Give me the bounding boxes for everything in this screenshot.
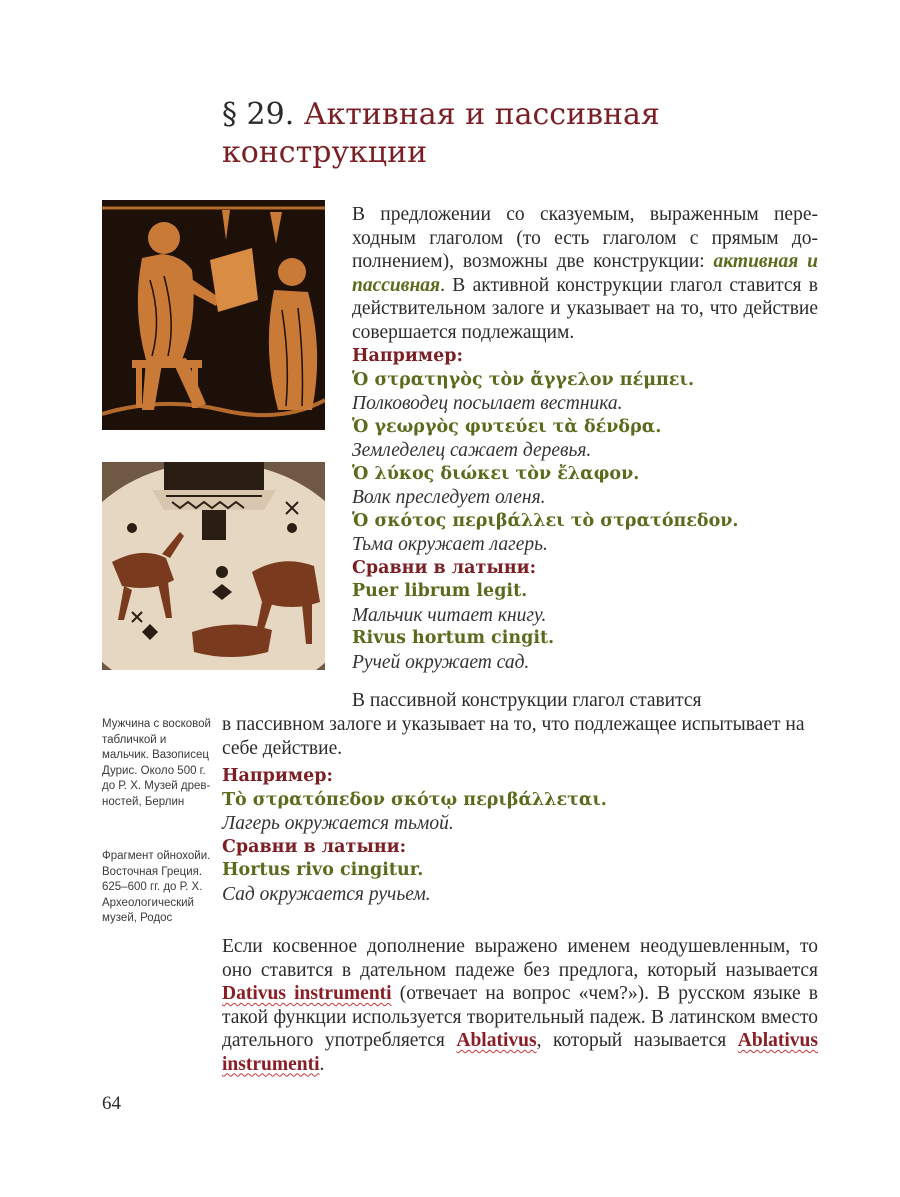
dative-text-3: , который называется: [536, 1030, 738, 1051]
passive-paragraph-first-line: В пассивной конструкции глагол ставится: [352, 690, 702, 711]
example-translation: Земледелец сажает деревья.: [352, 440, 592, 461]
image-caption-1: Мужчина с восковой табличкой и мальчик. Вазописец Дурис. Около 500 г. до Р. Х. Музей древностей, Берлин: [102, 718, 211, 808]
section-title-line-1: Активная и пассивная: [303, 97, 660, 132]
example-label: Например:: [222, 766, 333, 786]
latin-example: Hortus rivo cingitur.: [222, 860, 424, 880]
latin-example: Puer librum legit.: [352, 581, 528, 601]
dative-paragraph: [222, 935, 818, 1076]
oinochoe-image: [102, 462, 325, 670]
latin-translation: Мальчик читает книгу.: [352, 604, 547, 626]
greek-example: Τὸ στρατόπεδον σκότῳ περιβάλλεται.: [222, 789, 607, 810]
image-caption-2: Фрагмент ойнохойи. Восточная Греция. 625–600 гг. до Р. Х. Археологический музей, Родос: [102, 850, 211, 924]
section-heading: [222, 96, 782, 172]
vase-painting-image: [102, 200, 325, 430]
vase-painting-illustration: [102, 200, 325, 430]
example-translation: Лагерь окружается тьмой.: [222, 813, 454, 834]
active-examples: [352, 345, 822, 674]
passive-paragraph: в пассивном залоге и указывает на то, что подлежащее испытывает на себе действие.: [222, 714, 805, 759]
example-translation: Полководец посылает вестника.: [352, 393, 623, 414]
compare-latin-label: Сравни в латыни:: [352, 557, 537, 578]
compare-latin-label: Сравни в латыни:: [222, 836, 407, 857]
term-ablativus[interactable]: Ablativus: [456, 1030, 537, 1051]
intro-text-end: . В активной конструкции глагол ставится в действительном залоге и указывает на то, что действие совершается подлежащим.: [352, 274, 818, 343]
greek-example: Ὁ γεωργὸς φυτεύει τὰ δένδρα.: [352, 416, 662, 437]
latin-translation: Сад окружается ручьем.: [222, 883, 431, 905]
example-label: Например:: [352, 346, 463, 366]
latin-example: Rivus hortum cingit.: [352, 628, 555, 648]
term-ablativus-instrumenti[interactable]: Ablativus instrumenti: [222, 1030, 818, 1075]
greek-example: Ὁ στρατηγὸς τὸν ἄγγελον πέμπει.: [352, 369, 695, 390]
intro-text-start: В предложении со сказуемым, выраженным переходным глаголом (то есть глаголом с прямым дополнением), возможны две конструкции:: [352, 204, 818, 272]
latin-translation: Ручей окружает сад.: [352, 651, 530, 673]
intro-paragraph: [352, 203, 818, 344]
dative-text-2: (отвечает на вопрос «чем?»). В русском языке в такой функции используется творительный падеж. В латинском вместо дательного употребляется: [222, 983, 818, 1051]
oinochoe-illustration: [102, 462, 325, 670]
section-title-line-2: конструкции: [222, 135, 428, 170]
dative-text-1: Если косвенное дополнение выражено именем неодушевленным, то оно ставится в дательном падеже без предлога, который называется: [222, 936, 818, 981]
passive-examples: [222, 765, 822, 906]
page-number: 64: [102, 1093, 121, 1114]
greek-example: Ὁ σκότος περιβάλλει τὸ στρατόπεδον.: [352, 510, 739, 531]
term-dativus-instrumenti[interactable]: Dativus instrumenti: [222, 983, 392, 1004]
greek-example: Ὁ λύκος διώκει τὸν ἔλαφον.: [352, 463, 640, 484]
constructions-emphasis: активная и пассивная: [352, 251, 818, 296]
example-translation: Тьма окружает лагерь.: [352, 534, 548, 555]
heading-line-1: [222, 96, 782, 134]
example-translation: Волк преследует оленя.: [352, 487, 546, 508]
dative-text-4: .: [319, 1053, 325, 1075]
section-number: § 29.: [222, 97, 295, 132]
